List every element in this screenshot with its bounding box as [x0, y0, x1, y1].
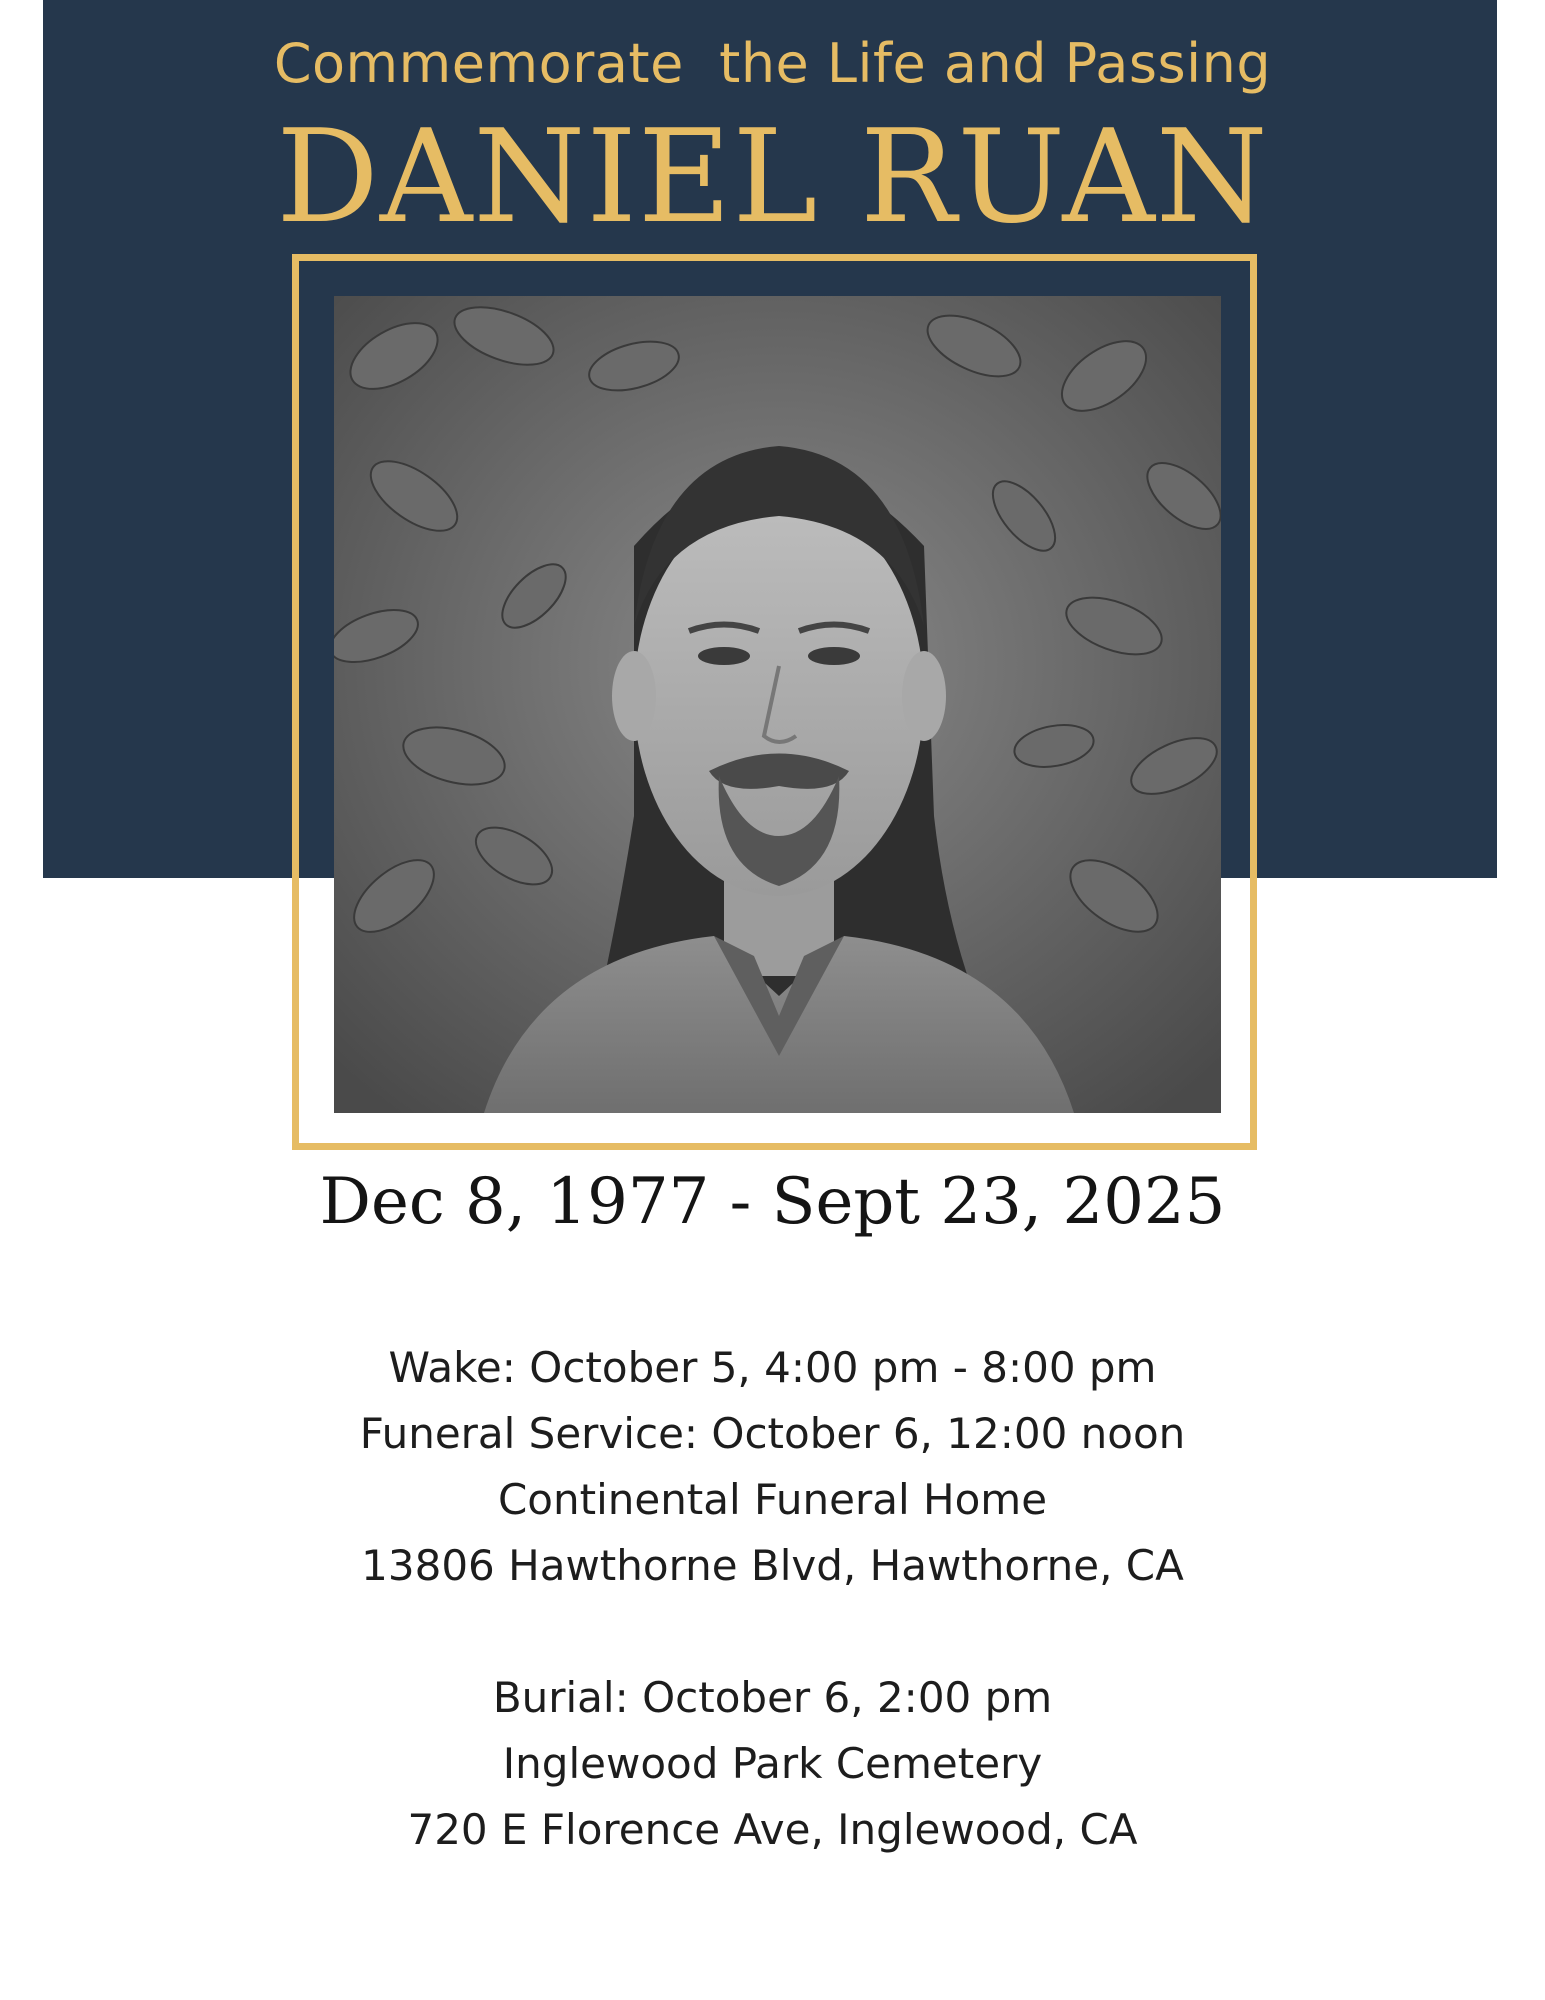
memorial-subtitle: Commemorate the Life and Passing	[273, 32, 1272, 95]
life-dates: Dec 8, 1977 - Sept 23, 2025	[319, 1165, 1226, 1239]
burial-info: Burial: October 6, 2:00 pm	[492, 1673, 1053, 1722]
wake-info: Wake: October 5, 4:00 pm - 8:00 pm	[388, 1343, 1157, 1392]
cemetery-address: 720 E Florence Ave, Inglewood, CA	[407, 1805, 1138, 1854]
deceased-name: DANIEL RUAN	[276, 103, 1269, 252]
service-details	[0, 1335, 1545, 1863]
cemetery-name: Inglewood Park Cemetery	[502, 1739, 1043, 1788]
section-gap	[0, 1599, 1545, 1665]
portrait-photo	[334, 296, 1221, 1113]
portrait-image	[334, 296, 1221, 1113]
funeral-service-info: Funeral Service: October 6, 12:00 noon	[359, 1409, 1186, 1458]
funeral-home-name: Continental Funeral Home	[497, 1475, 1048, 1524]
funeral-home-address: 13806 Hawthorne Blvd, Hawthorne, CA	[361, 1541, 1184, 1590]
